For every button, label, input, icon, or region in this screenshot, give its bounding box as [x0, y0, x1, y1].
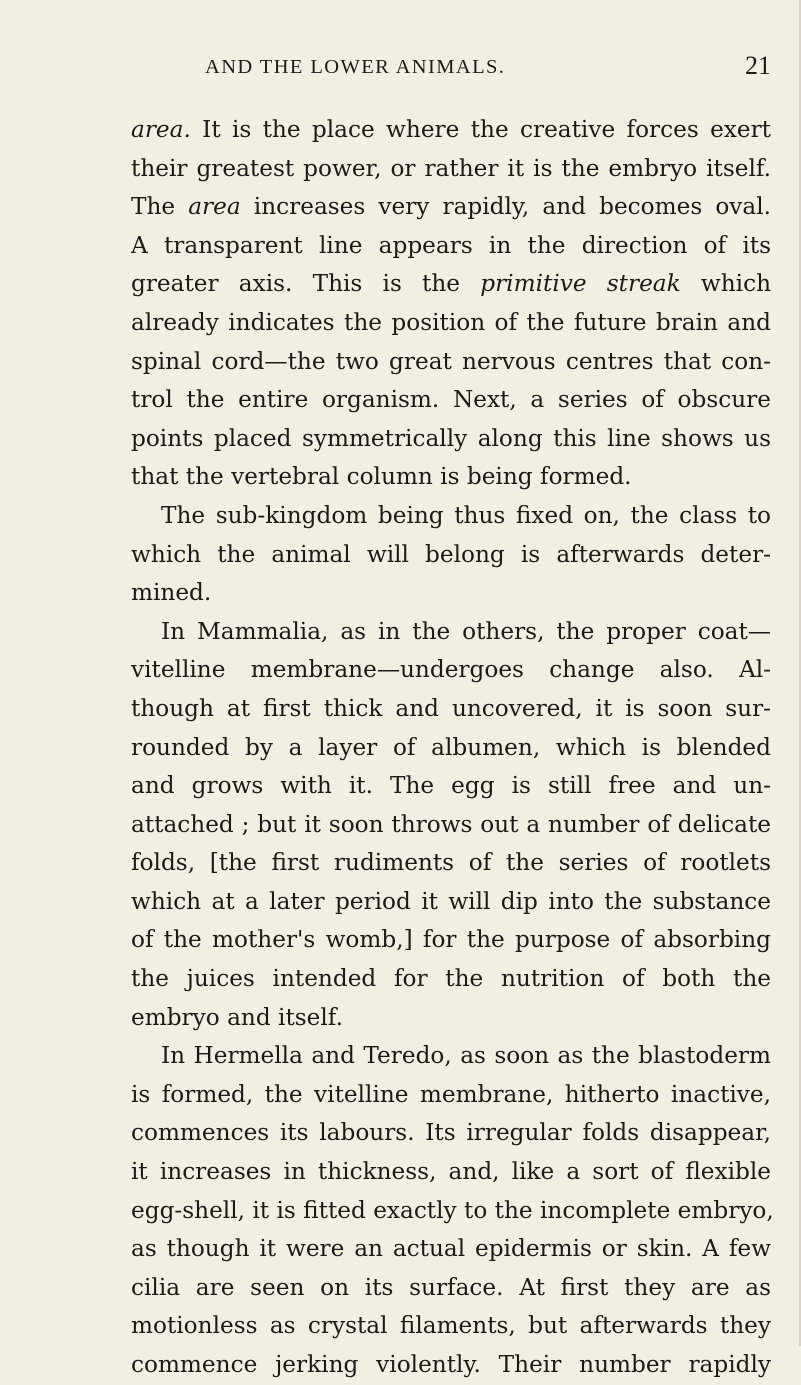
text-line — [131, 651, 771, 690]
text-line — [131, 729, 771, 768]
text-line — [131, 613, 771, 652]
text-run: which at a later period it will dip into the substance — [131, 887, 771, 915]
text-run: that the vertebral column is being formed. — [131, 463, 632, 491]
text-line — [131, 381, 771, 420]
text-line — [131, 304, 771, 343]
text-line — [131, 1076, 771, 1115]
text-run: it increases in thickness, and, like a sort of flexible — [131, 1158, 771, 1186]
text-run: their greatest power, or rather it is the embryo itself. — [131, 154, 771, 182]
text-run: In Hermella and Teredo, as soon as the blastoderm — [161, 1042, 771, 1070]
text-run: rounded by a layer of albumen, which is blended — [131, 733, 771, 761]
text-run: as though it were an actual epidermis or skin. A few — [131, 1235, 771, 1263]
text-line — [131, 265, 771, 304]
text-run: the juices intended for the nutrition of both the — [131, 965, 771, 993]
text-run: increases very rapidly, and becomes oval. — [240, 193, 771, 221]
text-run: In Mammalia, as in the others, the proper coat— — [161, 617, 771, 645]
text-line — [131, 420, 771, 459]
text-line — [131, 1307, 771, 1346]
text-line — [131, 458, 771, 497]
text-run: embryo and itself. — [131, 1003, 343, 1031]
text-run: cilia are seen on its surface. At first they are as — [131, 1273, 771, 1301]
text-run: already indicates the position of the future brain and — [131, 308, 771, 336]
text-line — [131, 227, 771, 266]
text-line — [131, 497, 771, 536]
text-line — [131, 1230, 771, 1269]
body-text — [131, 111, 774, 1385]
text-line — [131, 111, 771, 150]
text-run: It is the place where the creative forces exert — [190, 116, 771, 143]
text-line — [131, 960, 771, 999]
text-line — [131, 1114, 771, 1153]
text-line — [131, 806, 771, 845]
italic-text: area. — [131, 116, 191, 143]
text-line — [131, 844, 771, 883]
text-line — [131, 1269, 771, 1308]
text-run: of the mother's womb,] for the purpose of absorbing — [131, 926, 771, 954]
text-run: is formed, the vitelline membrane, hitherto inactive, — [131, 1080, 771, 1108]
running-title: AND THE LOWER ANIMALS. — [205, 56, 506, 78]
text-line — [131, 188, 771, 227]
text-run: commences its labours. Its irregular folds disappear, — [131, 1119, 771, 1147]
page-number: 21 — [745, 51, 771, 80]
text-run: The — [131, 193, 189, 221]
italic-text: area — [188, 193, 241, 221]
text-run: attached ; but it soon throws out a number of delicate — [131, 810, 771, 838]
text-run: The sub-kingdom being thus fixed on, the class to — [161, 501, 771, 529]
text-run: points placed symmetrically along this line shows us — [131, 424, 771, 452]
text-line — [131, 1346, 771, 1385]
text-line — [131, 150, 771, 189]
text-run: commence jerking violently. Their number rapidly — [131, 1351, 771, 1378]
text-run: vitelline membrane—undergoes change also. Al- — [131, 656, 771, 684]
text-run: egg-shell, it is fitted exactly to the incomplete embryo, — [131, 1196, 774, 1224]
text-run: mined. — [131, 579, 212, 607]
italic-text: primitive streak — [480, 270, 681, 298]
text-line — [131, 1153, 771, 1192]
text-line — [131, 690, 771, 729]
text-run: trol the entire organism. Next, a series of obscure — [131, 386, 771, 414]
text-run: though at first thick and uncovered, it is soon sur- — [131, 694, 771, 722]
text-run: greater axis. This is the — [131, 270, 481, 298]
text-line — [131, 767, 771, 806]
text-line — [131, 574, 771, 613]
text-run: motionless as crystal filaments, but afterwards they — [131, 1312, 771, 1340]
text-run: which — [680, 270, 771, 298]
text-line — [131, 883, 771, 922]
text-run: spinal cord—the two great nervous centres that con- — [131, 347, 771, 375]
text-line — [131, 536, 771, 575]
text-run: which the animal will belong is afterwards deter- — [131, 540, 771, 568]
text-line — [131, 1037, 771, 1076]
text-run: A transparent line appears in the direction of its — [131, 231, 771, 259]
text-line — [131, 343, 771, 382]
text-line — [131, 921, 771, 960]
text-run: and grows with it. The egg is still free and un- — [131, 772, 771, 800]
text-line — [131, 1192, 774, 1231]
text-line — [131, 999, 771, 1038]
text-run: folds, [the first rudiments of the series of rootlets — [131, 849, 771, 877]
